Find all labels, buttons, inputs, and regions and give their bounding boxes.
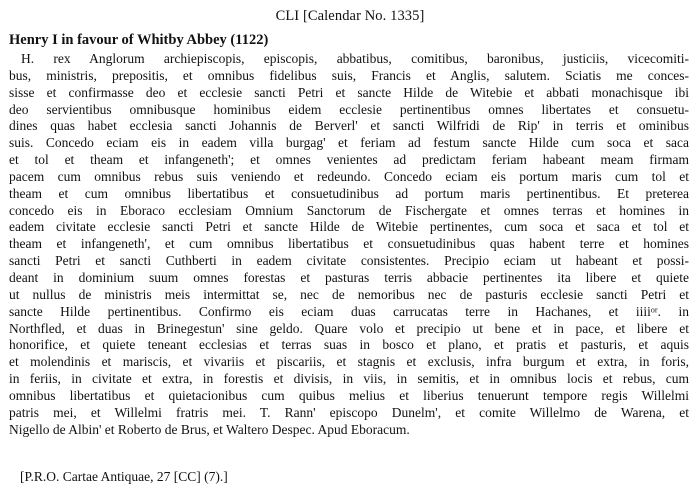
charter-line: honorifice, et quiete teneant ecclesias et terras suas in bosco et plano, et pratis et pasturis, et aquis	[9, 337, 689, 353]
charter-line: patris mei, et Willelmi fratris mei. T. Rann' episcopo Dunelm', et comite Willelmo de Warena, et	[9, 404, 689, 420]
charter-line: sancti Petri et sancti Cuthberti in eadem civitate consistentes. Precipio eciam ut habeant et possi-	[9, 253, 689, 269]
charter-line: Northfled, et duas in Brinegestun' sine geldo. Quare volo et precipio ut bene et in pace, et libere et	[9, 320, 689, 336]
charter-line: Nigello de Albin' et Roberto de Brus, et Waltero Despec. Apud Eboracum.	[9, 421, 410, 437]
source-reference: [P.R.O. Cartae Antiquae, 27 [CC] (7).]	[20, 469, 228, 484]
charter-line: eadem civitate ecclesie sancti Petri et sancte Hilde de Witebie pertinentes, cum soca et saca et tol et	[9, 219, 689, 235]
charter-line: deo servientibus omnibusque hominibus eidem ecclesie pertinentibus omnes libertates et consuetu-	[9, 101, 689, 117]
charter-line: sancte Hilde pertinentibus. Confirmo eis eciam duas carrucatas terre in Hachanes, et iiiiᵒʳ. in	[9, 303, 689, 319]
charter-line: in feriis, in civitate et extra, in forestis et divisis, in viis, in semitis, et in omnibus locis et rebus, cum	[9, 371, 689, 387]
charter-line: dines quas habet ecclesia sancti Johannis de Berverl' et sancti Wilfridi de Rip' in terris et ominibus	[9, 118, 689, 134]
charter-heading: Henry I in favour of Whitby Abbey (1122)	[9, 32, 269, 48]
charter-line: et tol et theam et infangeneth'; et omnes venientes ad predictam feriam habeant meam firmam	[9, 152, 689, 168]
charter-line: et molendinis et mariscis, et vivariis et piscariis, et stagnis et exclusis, infra burgum et extra, in foris,	[9, 354, 689, 370]
charter-text	[9, 51, 689, 438]
charter-line: omnibus libertatibus et quietacionibus cum quibus melius et liberius tenuerunt tempore regis Willelmi	[9, 387, 689, 403]
charter-line: suis. Concedo eciam eis in eadem villa burgag' et feriam ad festum sancte Hilde cum soca et saca	[9, 135, 689, 151]
charter-line: deant in dominium suum omnes forestas et pasturas terris abbacie pertinentes ita libere et quiete	[9, 269, 689, 285]
charter-line: H. rex Anglorum archiepiscopis, episcopis, abbatibus, comitibus, baronibus, justiciis, vicecomiti-	[21, 51, 689, 66]
charter-line: theam et cum omnibus libertatibus et consuetudinibus ad portum maris pertinentibus. Et preterea	[9, 185, 689, 201]
charter-line: ut nullus de ministris meis intermittat se, nec de nemoribus nec de pasturis ecclesie sancti Petri et	[9, 286, 689, 302]
charter-line: bus, ministris, prepositis, et omnibus fidelibus suis, Francis et Anglis, salutem. Sciatis me conces-	[9, 67, 689, 83]
document-title: CLI [Calendar No. 1335]	[275, 8, 425, 24]
charter-line: concedo eis in Eboraco ecclesiam Omnium Sanctorum de Fischergate et omnes terras et homines in	[9, 202, 689, 218]
charter-line: sisse et confirmasse deo et ecclesie sancti Petri et sancte Hilde de Witebie et abbati monachisque ibi	[9, 84, 689, 100]
charter-line: pacem cum omnibus rebus suis veniendo et redeundo. Concedo eciam eis portum maris cum tol et	[9, 168, 689, 184]
charter-line: theam et infangeneth', et cum omnibus libertatibus et consuetudinibus quas habent terre et homines	[9, 236, 689, 252]
